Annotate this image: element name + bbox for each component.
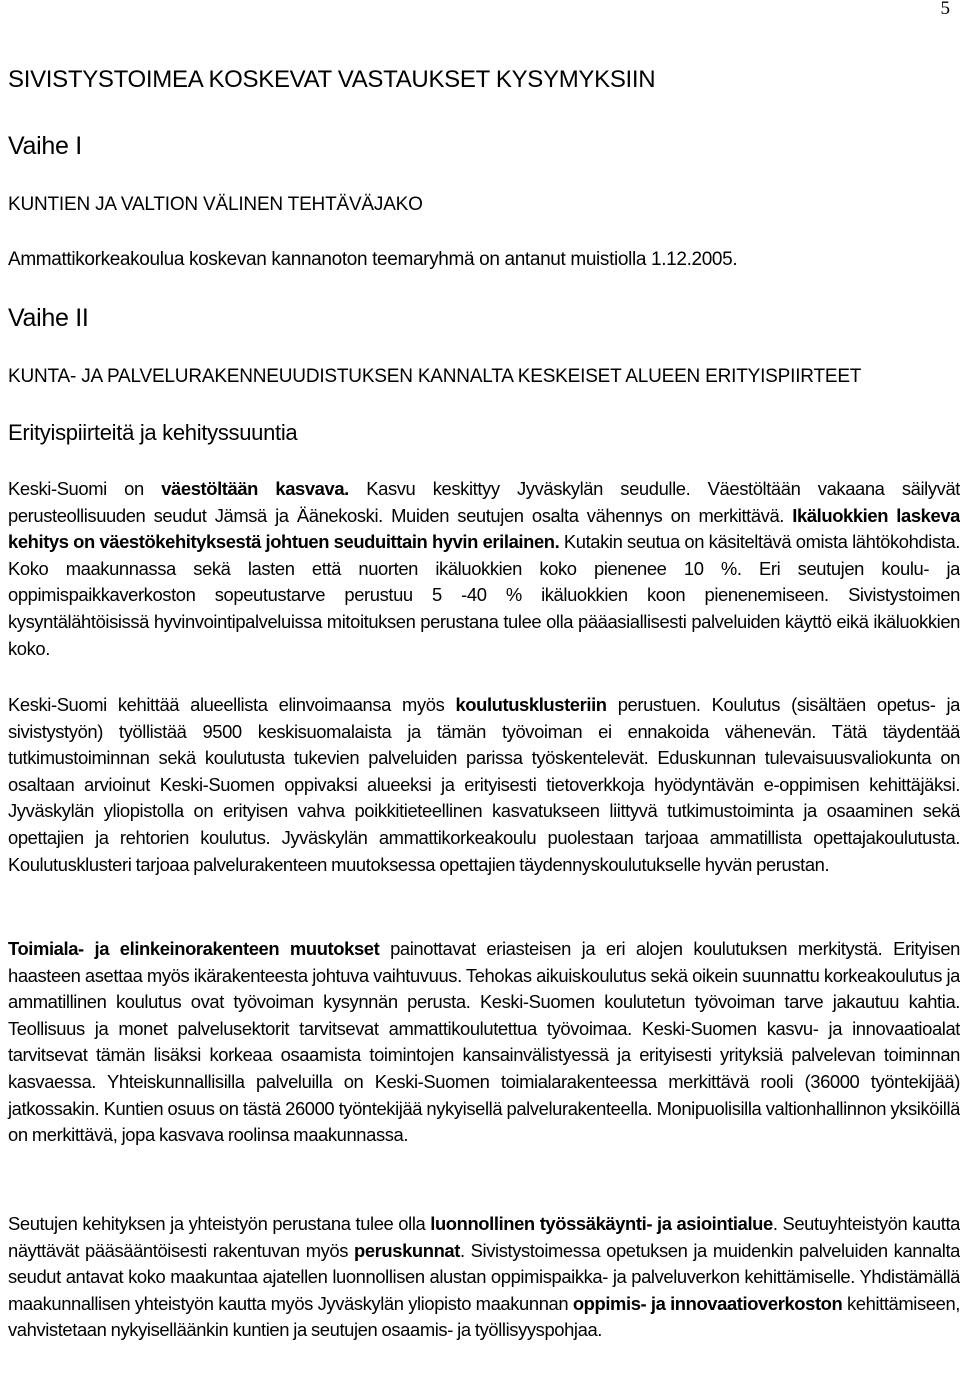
text-run: painottavat eriasteisen ja eri alojen koulutuksen merkitystä. Erityisen haasteen asettaa myös ikärakenteesta johtuva vaihtuvuus. Tehokas aikuiskoulutus sekä oikein suunnattu korkeakoulutus ja ammatillinen koulutus ovat työvoiman kysynnän perusta. Keski-Suomen koulutetun työvoiman tarve jakautuu kahtia. Teollisuus ja monet palvelusektorit tarvitsevat ammattikoulutettua työvoimaa. Keski-Suomen kasvu- ja innovaatioalat tarvitsevat tämän lisäksi korkeaa osaamista toimintojen kansainvälistyessä ja erityisesti yrityksiä palvelevan toiminnan kasvaessa. Yhteiskunnallisilla palveluilla on Keski-Suomen toimialarakenteessa merkittävä rooli (36000 työntekijää) jatkossakin. Kuntien osuus on tästä 26000 työntekijää nykyisellä palvelurakenteella. Monipuolisilla valtionhallinnon yksiköillä on merkittävä, jopa kasvava roolinsa maakunnassa. xyxy=(8,938,960,1146)
paragraph-regional-cooperation xyxy=(8,1211,960,1344)
text-run: kehittämiseen, vahvistetaan nykyiselläänkin kuntien ja seutujen osaamis- ja työllisyyspohjaa. xyxy=(8,1292,960,1341)
phase2-subtitle: KUNTA- JA PALVELURAKENNEUUDISTUKSEN KANNALTA KESKEISET ALUEEN ERITYISPIIRTEET xyxy=(8,366,862,387)
text-run: Kasvu keskittyy Jyväskylän seudulle. Väestöltään vakaana säilyvät perusteollisuuden seudut Jämsä ja Äänekoski. Muiden seutujen osalta vähennys on merkittävä. xyxy=(8,478,960,526)
paragraph-population xyxy=(8,476,960,662)
bold-run: peruskunnat xyxy=(354,1239,460,1261)
phase1-title: Vaihe I xyxy=(8,132,82,160)
phase1-text: Ammattikorkeakoulua koskevan kannanoton teemaryhmä on antanut muistiolla 1.12.2005. xyxy=(8,249,738,270)
phase2-title: Vaihe II xyxy=(8,304,89,332)
paragraph-industry-change xyxy=(8,936,960,1149)
bold-run: oppimis- ja innovaatioverkoston xyxy=(572,1292,843,1314)
page-number: 5 xyxy=(940,0,950,19)
text-run: perustuen. Koulutus (sisältäen opetus- ja sivistystyön) työllistää 9500 keskisuomalaista ja tämän työvoiman ei ennakoida vähenevän. Tätä täydentää tutkimustoiminnan sekä koulutusta tukevien palveluiden parissa työskentelevät. Eduskunnan tulevaisuusvaliokunta on osaltaan arvioinut Keski-Suomen oppivaksi alueeksi ja erityisesti tietoverkkoja hyödyntävän e-oppimisen kehittäjäksi. Jyväskylän yliopistolla on erityisen vahva poikkitieteellinen kasvatukseen liittyvä tutkimustoiminta ja osaaminen sekä opettajien ja rehtorien koulutus. Jyväskylän ammattikorkeakoulu puolestaan tarjoaa ammatillista opettajakoulutusta. Koulutusklusteri tarjoaa palvelurakenteen muutoksessa opettajien täydennyskoulutukselle hyvän perustan. xyxy=(8,694,960,875)
bold-run: väestöltään kasvava. xyxy=(161,478,349,499)
bold-run: Toimiala- ja elinkeinorakenteen muutokset xyxy=(8,938,380,959)
text-run: . Seutuyhteistyön kautta näyttävät pääsääntöisesti rakentuvan myös xyxy=(8,1213,960,1261)
phase1-subtitle: KUNTIEN JA VALTION VÄLINEN TEHTÄVÄJAKO xyxy=(8,194,423,215)
bold-run: luonnollinen työssäkäynti- ja asiointialue xyxy=(430,1213,773,1234)
text-run: Keski-Suomi on xyxy=(8,478,162,499)
paragraph-education-cluster xyxy=(8,692,960,878)
bold-run: koulutusklusteriin xyxy=(455,694,607,715)
text-run: . Sivistystoimessa opetuksen ja muidenkin palveluiden kannalta seudut antavat koko maakuntaa ajatellen luonnollisen alustan oppimispaikka- ja palveluverkon kehittämiselle. Yhdistämällä maakunnallisen yhteistyön kautta myös Jyväskylän yliopisto maakunnan xyxy=(8,1239,960,1314)
bold-run: Ikäluokkien laskeva kehitys on väestökehityksestä johtuen seuduittain hyvin erilainen. xyxy=(8,504,960,553)
text-run: Kutakin seutua on käsiteltävä omista lähtökohdista. Koko maakunnassa sekä lasten että nuorten ikäluokkien koko pienenee 10 %. Eri seutujen koulu- ja oppimispaikkaverkoston sopeutustarve perustuu 5 -40 % ikäluokkien koon pienenemiseen. Sivistystoimen kysyntälähtöisissä hyvinvointipalveluissa mitoituksen perustana tulee olla pääasiallisesti palveluiden käyttö eikä ikäluokkien koko. xyxy=(8,531,960,659)
section-title: Erityispiirteitä ja kehityssuuntia xyxy=(8,420,298,445)
text-run: Keski-Suomi kehittää alueellista elinvoimaansa myös xyxy=(8,694,456,715)
main-heading: SIVISTYSTOIMEA KOSKEVAT VASTAUKSET KYSYMYKSIIN xyxy=(8,66,656,93)
text-run: Seutujen kehityksen ja yhteistyön perustana tulee olla xyxy=(8,1213,431,1234)
